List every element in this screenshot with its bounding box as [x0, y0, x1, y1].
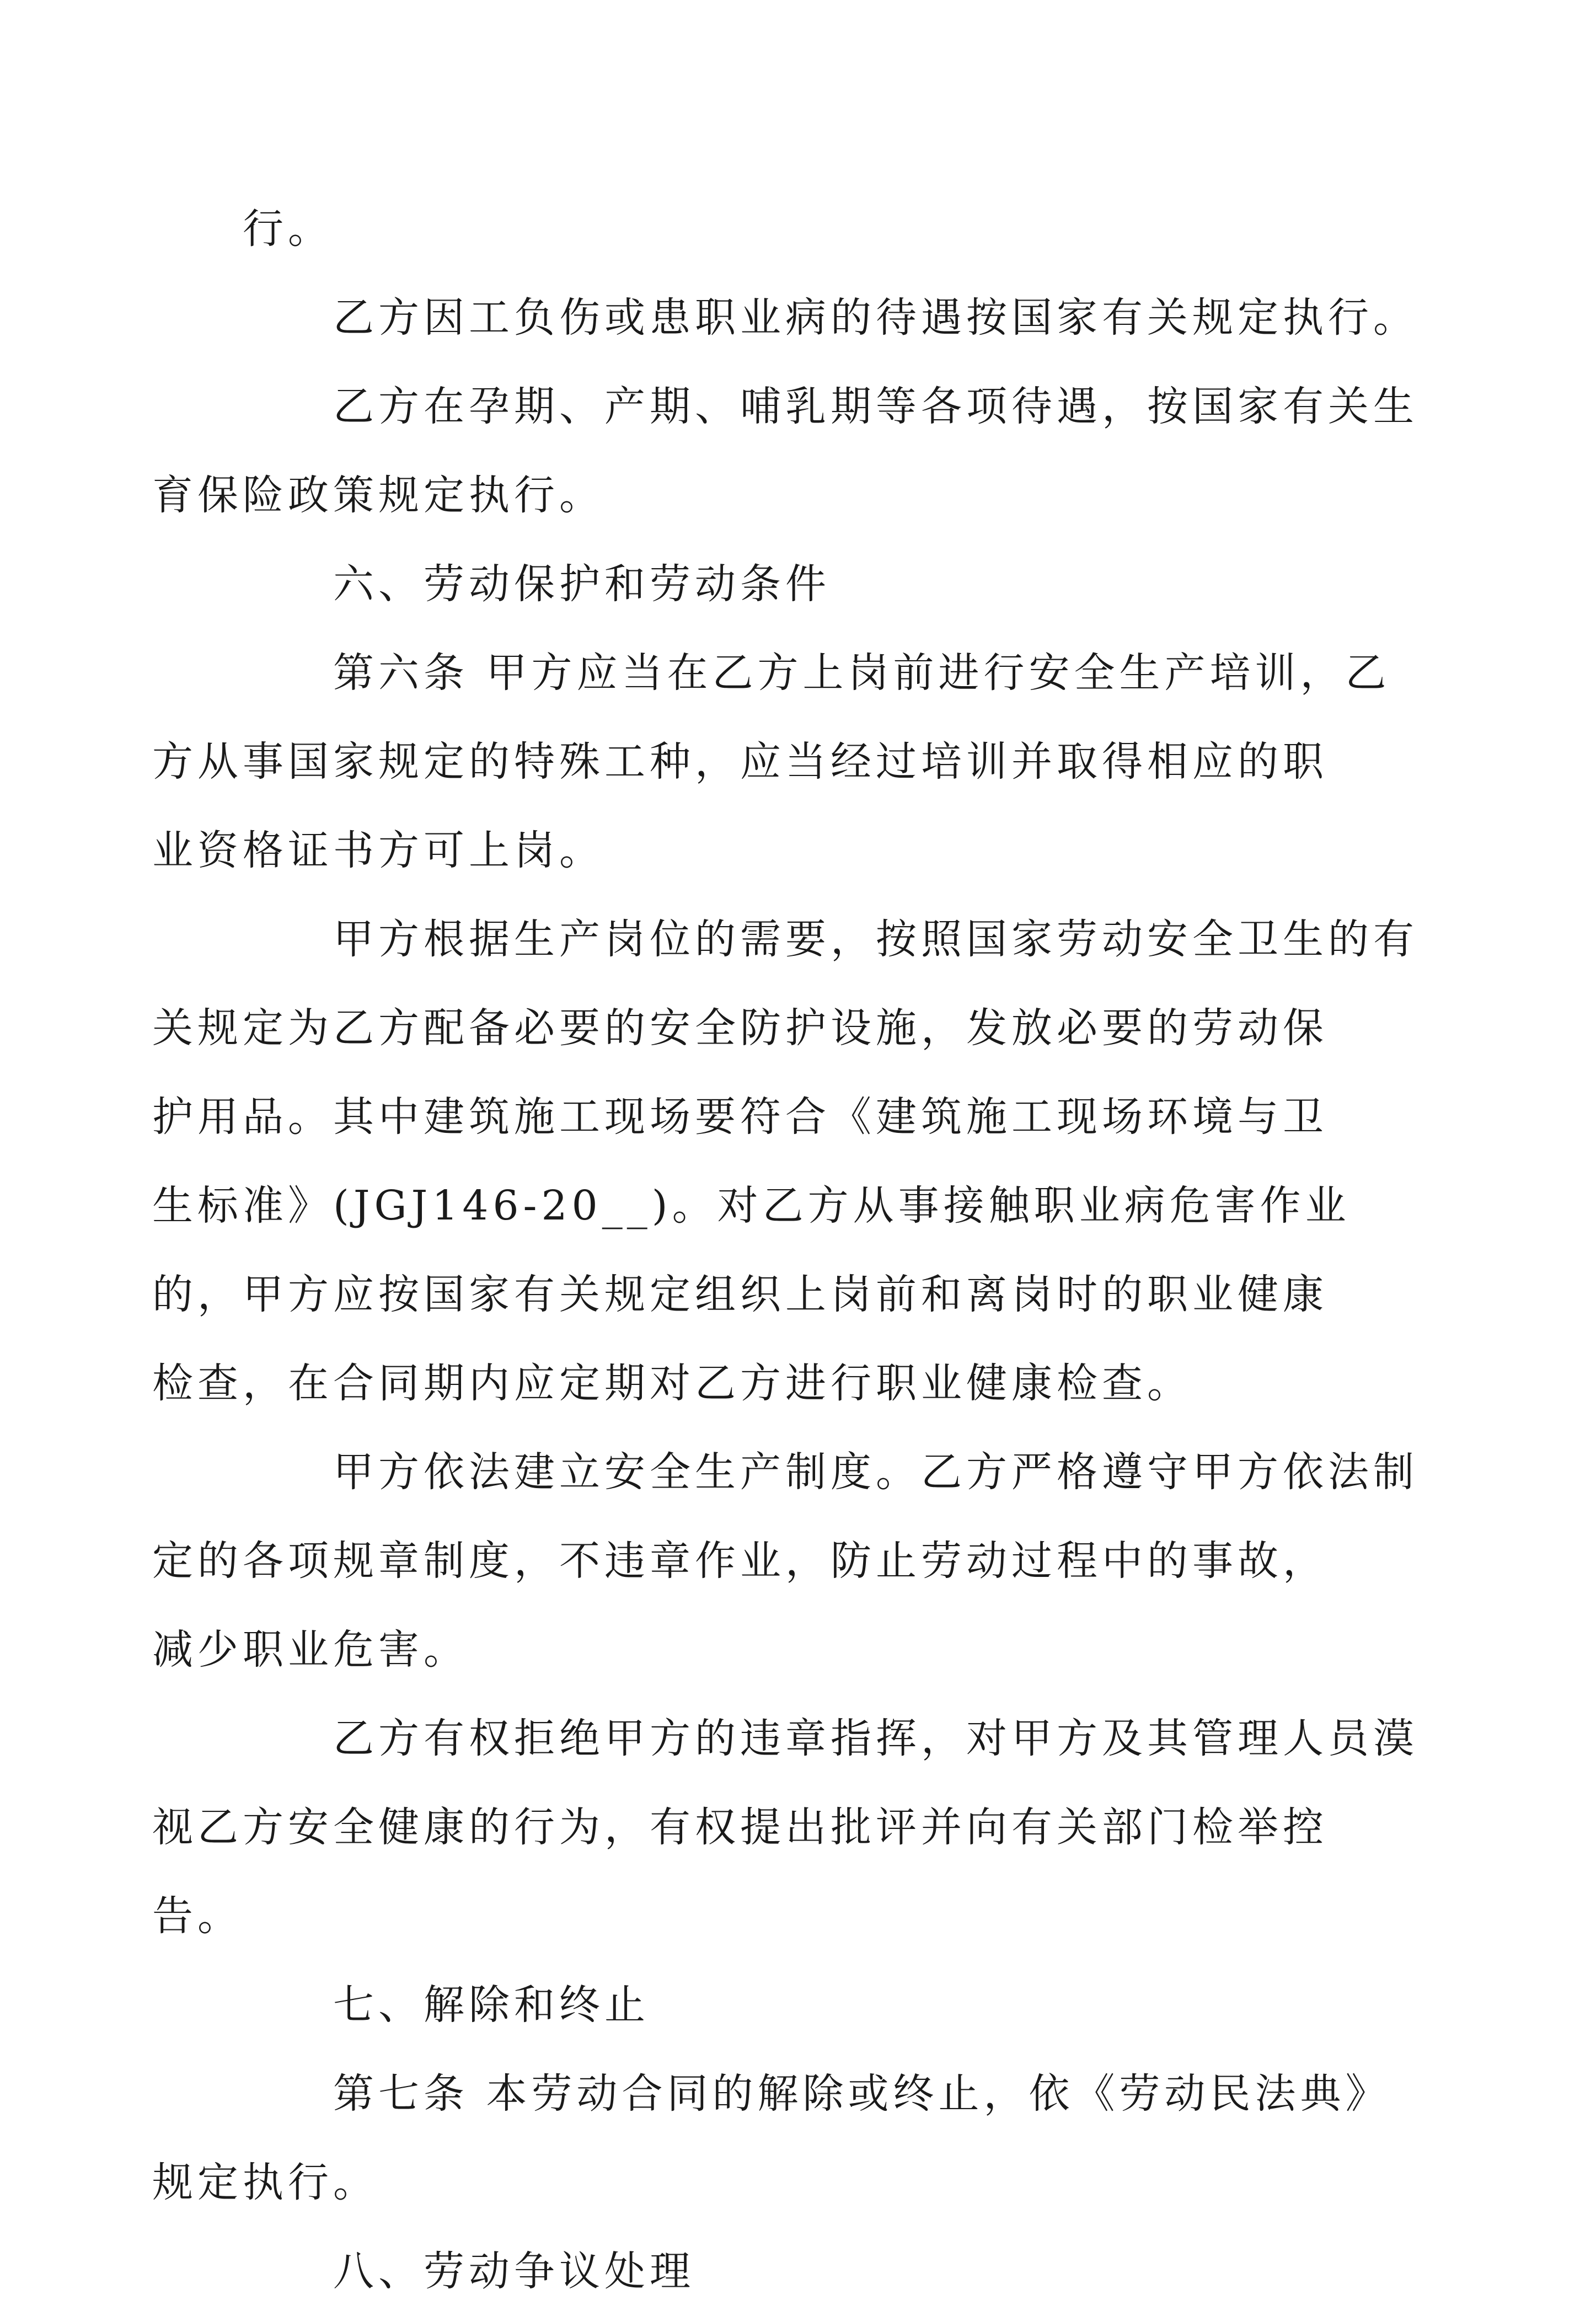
text-line: 八、劳动争议处理 — [333, 2248, 695, 2295]
text-line: 护用品。其中建筑施工现场要符合《建筑施工现场环境与卫 — [152, 1093, 1328, 1141]
text-line: 行。 — [243, 205, 333, 253]
text-line: 视乙方安全健康的行为，有权提出批评并向有关部门检举控 — [152, 1804, 1328, 1851]
text-line: 七、解除和终止 — [333, 1981, 650, 2029]
section-heading — [243, 2227, 1379, 2316]
paragraph — [152, 895, 1418, 1428]
text-line: 业资格证书方可上岗。 — [152, 827, 604, 874]
text-line: 生标准》(JGJ146-20__)。对乙方从事接触职业病危害作业 — [152, 1182, 1351, 1229]
text-line: 告。 — [152, 1892, 243, 1940]
text-line: 关规定为乙方配备必要的安全防护设施，发放必要的劳动保 — [152, 1004, 1328, 1052]
section-heading — [243, 1961, 1379, 2050]
paragraph — [243, 185, 1379, 274]
text-line: 甲方根据生产岗位的需要，按照国家劳动安全卫生的有 — [333, 916, 1418, 963]
text-line: 第七条 本劳动合同的解除或终止，依《劳动民法典》 — [333, 2070, 1391, 2117]
text-line: 定的各项规章制度，不违章作业，防止劳动过程中的事故， — [152, 1537, 1328, 1585]
paragraph — [152, 1428, 1418, 1694]
section-heading — [243, 540, 1379, 629]
text-line: 甲方依法建立安全生产制度。乙方严格遵守甲方依法制 — [333, 1448, 1418, 1496]
paragraph — [152, 2050, 1391, 2227]
text-line: 规定执行。 — [152, 2159, 378, 2206]
text-line: 六、劳动保护和劳动条件 — [333, 560, 831, 608]
text-line: 检查，在合同期内应定期对乙方进行职业健康检查。 — [152, 1360, 1192, 1407]
text-line: 乙方在孕期、产期、哺乳期等各项待遇，按国家有关生 — [333, 383, 1418, 430]
text-line: 的，甲方应按国家有关规定组织上岗前和离岗时的职业健康 — [152, 1271, 1328, 1318]
paragraph — [152, 629, 1391, 895]
paragraph — [243, 274, 1418, 362]
text-line: 方从事国家规定的特殊工种，应当经过培训并取得相应的职 — [152, 738, 1328, 785]
paragraph — [152, 362, 1418, 540]
document-body — [152, 185, 1418, 2316]
text-line: 减少职业危害。 — [152, 1626, 469, 1673]
text-line: 乙方有权拒绝甲方的违章指挥，对甲方及其管理人员漠 — [333, 1715, 1418, 1762]
text-line: 育保险政策规定执行。 — [152, 472, 604, 519]
text-line: 第六条 甲方应当在乙方上岗前进行安全生产培训，乙 — [333, 649, 1391, 697]
text-line: 乙方因工负伤或患职业病的待遇按国家有关规定执行。 — [333, 294, 1418, 341]
paragraph — [152, 1694, 1418, 1961]
